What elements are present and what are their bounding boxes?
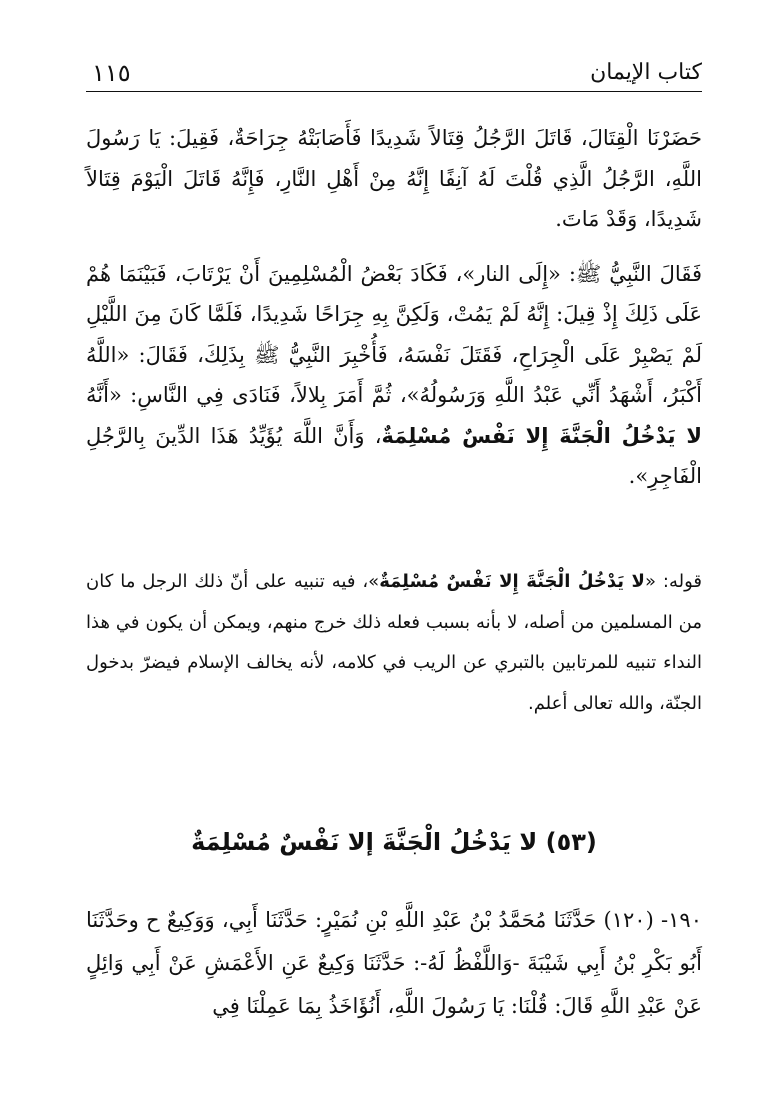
hadith-paragraph-2 (86, 254, 702, 497)
header-rule (86, 91, 702, 92)
commentary-quote: لا يَدْخُلُ الْجَنَّةَ إِلا نَفْسٌ مُسْلِمَةٌ (379, 571, 645, 592)
commentary-paragraph (86, 562, 702, 724)
hadith-paragraph-1: حَضَرْنَا الْقِتَالَ، قَاتَلَ الرَّجُلُ قِتَالاً شَدِيدًا فَأَصَابَتْهُ جِرَاحَةٌ، فَقِيلَ: يَا رَسُولَ اللَّهِ، الرَّجُلُ الَّذِي قُلْتَ لَهُ آنِفًا إِنَّهُ مِنْ أَهْلِ النَّارِ، فَإِنَّهُ قَاتَلَ الْيَوْمَ قِتَالاً شَدِيدًا، وَقَدْ مَاتَ. (86, 126, 702, 231)
chapter-title: (٥٣) لا يَدْخُلُ الْجَنَّةَ إلا نَفْسٌ مُسْلِمَةٌ (191, 828, 597, 856)
book-title: كتاب الإيمان (590, 60, 702, 85)
hadith-paragraph-2-main: فَقَالَ النَّبِيُّ ﷺ: «إِلَى النار»، فَكَادَ بَعْضُ الْمُسْلِمِينَ أَنْ يَرْتَابَ، فَبَيْنَمَا هُمْ عَلَى ذَلِكَ إِذْ قِيلَ: إِنَّهُ لَمْ يَمُتْ، وَلَكِنَّ بِهِ جِرَاحًا شَدِيدًا، فَلَمَّا كَانَ مِنَ اللَّيْلِ لَمْ يَصْبِرْ عَلَى الْجِرَاحِ، فَقَتَلَ نَفْسَهُ، فَأُخْبِرَ النَّبِيُّ ﷺ بِذَلِكَ، فَقَالَ: «اللَّهُ أَكْبَرُ، أَشْهَدُ أَنِّي عَبْدُ اللَّهِ وَرَسُولُهُ»، ثُمَّ أَمَرَ بِلالاً، فَنَادَى فِي النَّاسِ: «أَنَّهُ (86, 261, 702, 407)
next-hadith-text: ١٩٠- (١٢٠) حَدَّثَنَا مُحَمَّدُ بْنُ عَبْدِ اللَّهِ بْنِ نُمَيْرٍ: حَدَّثَنَا أَبِي، وَوَكِيعٌ ح وحَدَّثَنَا أَبُو بَكْرِ بْنُ أَبِي شَيْبَةَ -وَاللَّفْظُ لَهُ-: حَدَّثَنَا وَكِيعٌ عَنِ الأَعْمَشِ عَنْ أَبِي وَائِلٍ عَنْ عَبْدِ اللَّهِ قَالَ: قُلْنَا: يَا رَسُولَ اللَّهِ، أَنُؤَاخَذُ بِمَا عَمِلْنَا فِي (86, 908, 702, 1018)
next-hadith (86, 899, 702, 1028)
commentary-lead: قوله: « (644, 571, 703, 592)
hadith-paragraph-2-end: ، وَأَنَّ اللَّهَ يُؤَيِّدُ هَذَا الدِّينَ بِالرَّجُلِ الْفَاجِرِ». (86, 423, 702, 488)
commentary-body: »، فيه تنبيه على أنّ ذلك الرجل ما كان من المسلمين من أصله، لا بأنه بسبب فعله ذلك خرج منهم، ويمكن أن يكون في هذا النداء تنبيه للمرتابين بالتبري عن الريب في كلامه، لأنه يخالف الإسلام فيضرّ بدخول الجنّة، والله تعالى أعلم. (86, 571, 702, 714)
page-number: ١١٥ (92, 59, 131, 87)
commentary (86, 562, 702, 724)
page-header (86, 58, 702, 92)
hadith-bold-phrase: لا يَدْخُلُ الْجَنَّةَ إِلا نَفْسٌ مُسْلِمَةٌ (381, 423, 702, 448)
hadith-text (86, 118, 702, 497)
